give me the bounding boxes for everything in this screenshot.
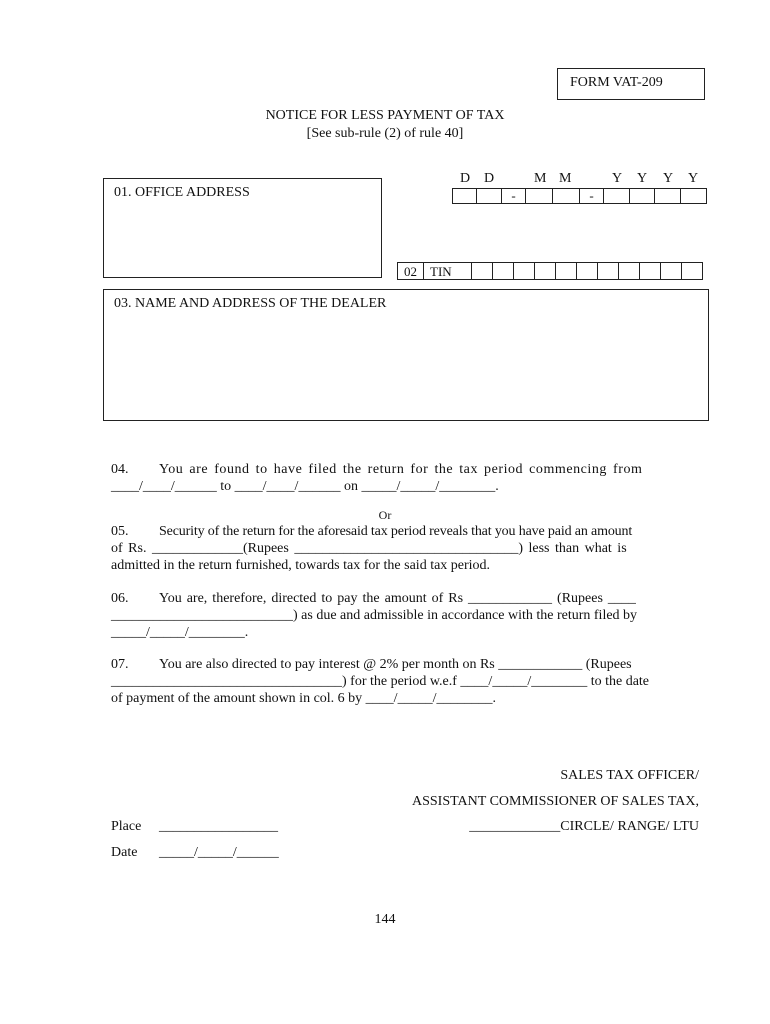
para-04-line2: ____/____/______ to ____/____/______ on _____/_____/________. — [111, 479, 499, 494]
signature-title-1: SALES TAX OFFICER/ — [560, 768, 699, 783]
tin-cell[interactable] — [598, 262, 619, 280]
date-separator-cell — [580, 188, 604, 204]
date-cell[interactable] — [655, 188, 681, 204]
para-06-line2: __________________________) as due and admissible in accordance with the return filed by — [111, 608, 638, 623]
dealer-label: 03. NAME AND ADDRESS OF THE DEALER — [114, 296, 387, 311]
para-05-num: 05. — [111, 524, 129, 539]
dealer-box[interactable] — [103, 289, 709, 421]
para-07-text1: You are also directed to pay interest @ 2% per month on Rs ____________ (Rupees — [159, 657, 632, 672]
date-header-d2: D — [484, 171, 495, 186]
tin-number: 02 — [397, 262, 424, 280]
signature-title-2: ASSISTANT COMMISSIONER OF SALES TAX, — [411, 794, 699, 809]
date-header-y4: Y — [688, 171, 699, 186]
date-cell[interactable] — [452, 188, 477, 204]
office-address-label: 01. OFFICE ADDRESS — [114, 185, 250, 200]
date-header-y1: Y — [612, 171, 623, 186]
tin-grid[interactable] — [397, 262, 703, 280]
para-05-line3: admitted in the return furnished, towards tax for the said tax period. — [111, 558, 491, 573]
office-address-box[interactable] — [103, 178, 382, 278]
para-07-num: 07. — [111, 657, 129, 672]
or-separator: Or — [378, 508, 392, 522]
place-row — [111, 819, 278, 835]
date-header-y2: Y — [637, 171, 648, 186]
para-07 — [111, 656, 699, 707]
form-number: FORM VAT-209 — [570, 75, 663, 90]
date-cell[interactable] — [553, 188, 580, 204]
date-separator: - — [589, 188, 594, 203]
para-04 — [111, 461, 699, 495]
tin-cell[interactable] — [472, 262, 493, 280]
date-cell[interactable] — [681, 188, 707, 204]
tin-cell[interactable] — [682, 262, 703, 280]
tin-label: TIN — [424, 262, 472, 280]
date-header-d1: D — [460, 171, 471, 186]
para-06-text1: You are, therefore, directed to pay the amount of Rs ____________ (Rupees ____ — [159, 591, 636, 606]
date-grid[interactable] — [452, 188, 707, 204]
date-cell[interactable] — [604, 188, 630, 204]
date-label: Date — [111, 845, 138, 860]
para-04-line1 — [111, 461, 699, 478]
tin-cell[interactable] — [640, 262, 661, 280]
para-07-line2: _________________________________) for the period w.e.f ____/_____/________ to the date — [111, 674, 650, 689]
para-06-num: 06. — [111, 591, 129, 606]
date-separator-cell — [502, 188, 526, 204]
place-label: Place — [111, 819, 142, 834]
date-header-m2: M — [559, 171, 572, 186]
para-05-text1: Security of the return for the aforesaid tax period reveals that you have paid an amount — [159, 524, 633, 539]
para-06 — [111, 590, 699, 641]
date-separator: - — [511, 188, 516, 203]
tin-cell[interactable] — [556, 262, 577, 280]
date-cell[interactable] — [526, 188, 553, 204]
date-cell[interactable] — [477, 188, 502, 204]
para-05 — [111, 523, 699, 574]
page-title: NOTICE FOR LESS PAYMENT OF TAX — [265, 108, 505, 123]
date-field[interactable]: _____/_____/______ — [159, 845, 279, 860]
tin-cell[interactable] — [661, 262, 682, 280]
tin-cell[interactable] — [514, 262, 535, 280]
date-cell[interactable] — [630, 188, 655, 204]
para-04-text1: You are found to have filed the return for the tax period commencing from — [159, 462, 643, 477]
tin-cell[interactable] — [493, 262, 514, 280]
place-field[interactable]: _________________ — [159, 819, 278, 834]
page-number: 144 — [374, 912, 396, 927]
para-07-line3: of payment of the amount shown in col. 6 by ____/_____/________. — [111, 691, 496, 706]
tin-cell[interactable] — [619, 262, 640, 280]
para-04-num: 04. — [111, 462, 129, 477]
para-05-line2: of Rs. _____________(Rupees ________________________________) less than what is — [111, 541, 627, 556]
tin-cell[interactable] — [535, 262, 556, 280]
date-header-y3: Y — [663, 171, 674, 186]
signature-circle: _____________CIRCLE/ RANGE/ LTU — [469, 819, 699, 834]
date-header-m1: M — [534, 171, 547, 186]
form-number-box — [557, 68, 705, 100]
para-06-line3: _____/_____/________. — [111, 625, 249, 640]
date-row — [111, 845, 279, 861]
tin-cell[interactable] — [577, 262, 598, 280]
page-subtitle: [See sub-rule (2) of rule 40] — [306, 126, 464, 141]
